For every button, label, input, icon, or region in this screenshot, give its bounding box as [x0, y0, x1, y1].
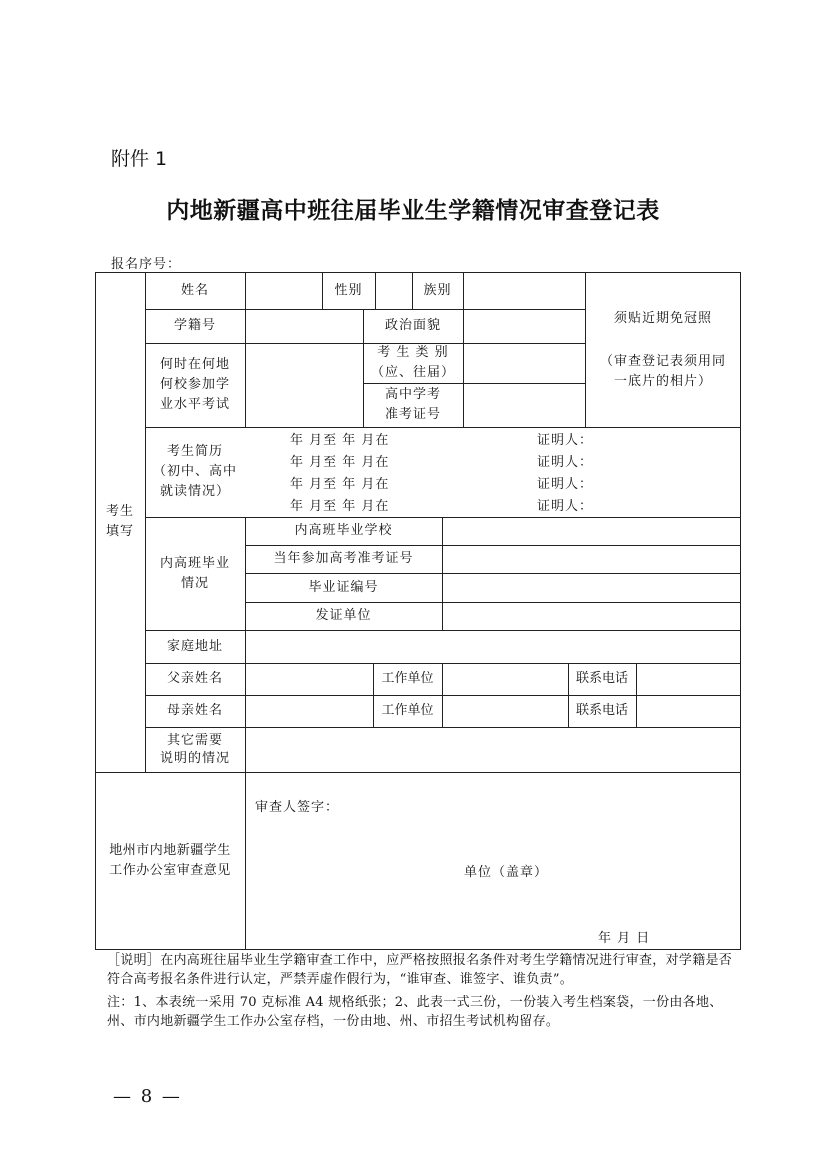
father-workplace-label: 工作单位 — [381, 671, 434, 686]
photo-note: （审查登记表须用同 一底片的相片） — [599, 354, 726, 389]
page-number: — 8 — — [113, 1086, 182, 1107]
student-no-field[interactable] — [245, 309, 363, 343]
other-label: 其它需要 说明的情况 — [159, 732, 230, 766]
graduation-label: 内高班毕业 情况 — [159, 555, 230, 591]
office-review-label: 地州市内地新疆学生 工作办公室审查意见 — [109, 843, 231, 878]
gender-field[interactable] — [375, 272, 412, 309]
issuer-label: 发证单位 — [315, 608, 372, 623]
date-label: 年 月 日 — [598, 931, 651, 946]
resume-witness: 证明人： — [537, 455, 594, 470]
exam-when-label: 何时在何地 何校参加学 业水平考试 — [159, 357, 230, 412]
hs-exam-no-label: 高中学考 准考证号 — [384, 387, 441, 422]
unit-stamp-label: 单位（盖章） — [464, 865, 549, 880]
mother-phone-label: 联系电话 — [575, 703, 628, 718]
ethnicity-field[interactable] — [463, 272, 585, 309]
page-title: 内地新疆高中班往届毕业生学籍情况审查登记表 — [166, 197, 660, 224]
gaokao-no-label: 当年参加高考准考证号 — [273, 551, 414, 566]
registration-form-table — [95, 272, 741, 950]
serial-number-label: 报名序号： — [111, 257, 182, 272]
father-label: 父亲姓名 — [166, 671, 223, 686]
resume-witness: 证明人： — [537, 433, 594, 448]
student-section-label: 考生 填写 — [105, 504, 134, 539]
mother-label: 母亲姓名 — [166, 703, 223, 718]
resume-witness: 证明人： — [537, 477, 594, 492]
resume-label: 考生简历 （初中、高中 就读情况） — [152, 444, 237, 499]
explanation-note: ［说明］在内高班往届毕业生学籍审查工作中，应严格按照报名条件对考生学籍情况进行审查，对学籍是否符合高考报名条件进行认定，严禁弄虚作假行为，“谁审查、谁签字、谁负责”。 — [107, 953, 733, 987]
political-field[interactable] — [463, 309, 585, 343]
mother-workplace-label: 工作单位 — [381, 703, 434, 718]
resume-witness: 证明人： — [537, 499, 594, 514]
remark-note: 注：1、本表统一采用 70 克标准 A4 规格纸张；2、此表一式三份，一份装入考生档案袋，一份由各地、州、市内地新疆学生工作办公室存档，一份由地、州、市招生考试机构留存。 — [107, 995, 723, 1029]
grad-school-label: 内高班毕业学校 — [294, 523, 393, 538]
name-field[interactable] — [245, 272, 322, 309]
resume-period: 年 月至 年 月在 — [290, 455, 390, 470]
resume-period: 年 月至 年 月在 — [290, 499, 390, 514]
exam-when-field[interactable] — [245, 343, 363, 427]
diploma-no-label: 毕业证编号 — [308, 579, 379, 595]
category-label: 考 生 类 别 （应、往届） — [370, 345, 455, 380]
resume-period: 年 月至 年 月在 — [290, 477, 390, 492]
reviewer-signature-label: 审查人签字： — [255, 800, 340, 815]
ethnicity-label: 族别 — [423, 282, 452, 298]
attachment-label: 附件 1 — [111, 148, 168, 170]
student-no-label: 学籍号 — [173, 318, 216, 333]
photo-instruction: 须贴近期免冠照 — [613, 311, 712, 326]
name-label: 姓名 — [180, 282, 209, 298]
resume-period: 年 月至 年 月在 — [290, 433, 390, 448]
political-label: 政治面貌 — [384, 318, 441, 333]
gender-label: 性别 — [334, 282, 363, 298]
father-phone-label: 联系电话 — [575, 671, 628, 686]
address-label: 家庭地址 — [166, 638, 223, 654]
